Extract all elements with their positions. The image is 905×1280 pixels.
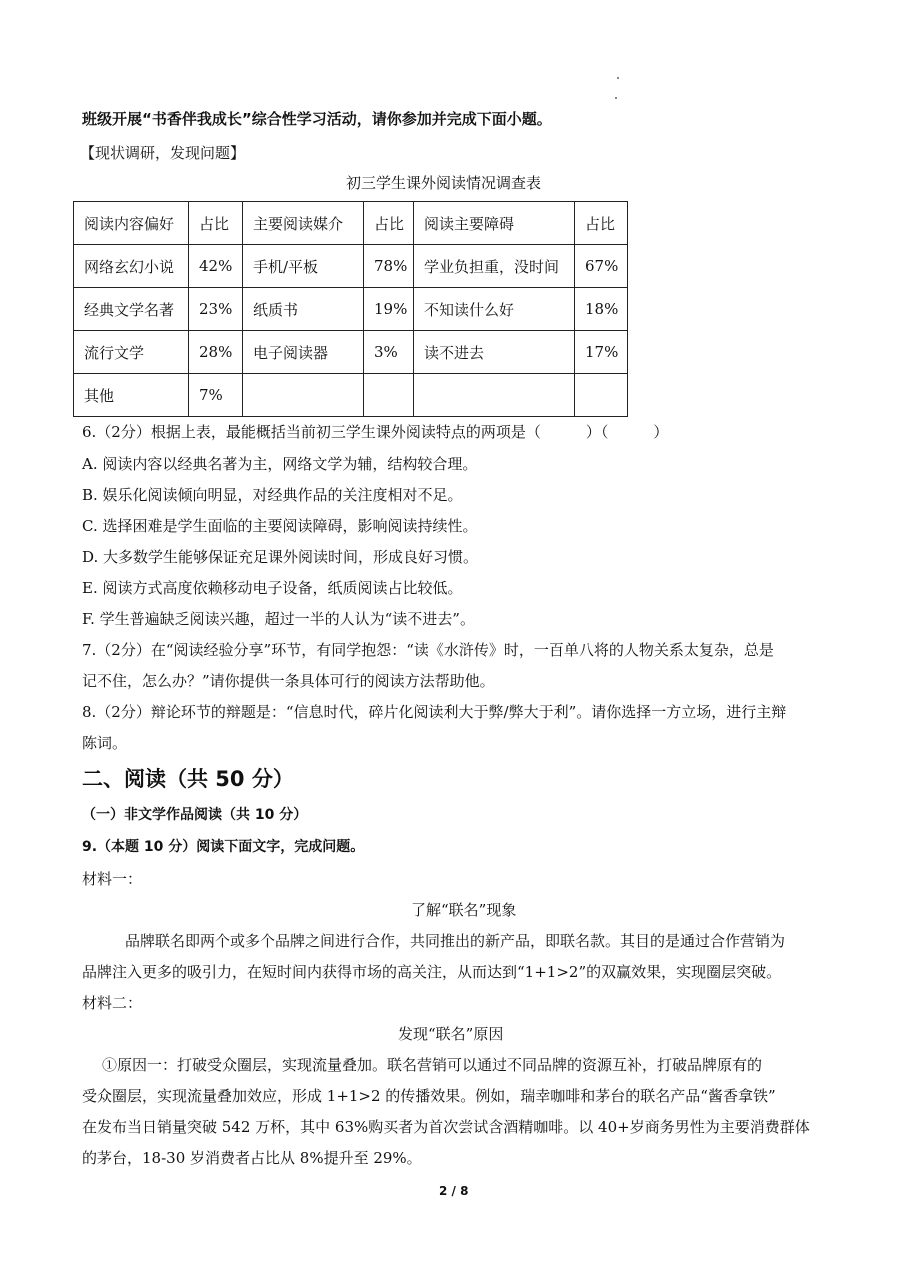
question-6-stem: 6.（2分）根据上表，最能概括当前初三学生课外阅读特点的两项是（ ）（ ） [82, 423, 669, 441]
table-cell: 流行文学 [74, 331, 189, 374]
table-cell: 23% [189, 288, 243, 331]
table-cell [364, 374, 414, 417]
table-row [74, 245, 628, 288]
table-cell: 7% [189, 374, 243, 417]
table-cell: 读不进去 [414, 331, 575, 374]
table-cell: 其他 [74, 374, 189, 417]
question-8-line2: 陈词。 [82, 734, 128, 752]
survey-table [73, 201, 628, 417]
table-title: 初三学生课外阅读情况调查表 [346, 174, 542, 192]
table-cell: 17% [575, 331, 628, 374]
table-header-cell: 占比 [575, 202, 628, 245]
table-cell [575, 374, 628, 417]
question-7-line2: 记不住，怎么办？”请你提供一条具体可行的阅读方法帮助他。 [82, 672, 495, 690]
table-header-cell: 阅读主要障碍 [414, 202, 575, 245]
section-label: 【现状调研，发现问题】 [80, 144, 246, 162]
table-header-cell: 占比 [189, 202, 243, 245]
table-cell [243, 374, 364, 417]
table-cell [414, 374, 575, 417]
table-cell: 18% [575, 288, 628, 331]
table-cell: 手机/平板 [243, 245, 364, 288]
material-1-line1: 品牌联名即两个或多个品牌之间进行合作，共同推出的新产品，即联名款。其目的是通过合作营销为 [125, 932, 786, 950]
question-8-line1: 8.（2分）辩论环节的辩题是：“信息时代，碎片化阅读利大于弊/弊大于利”。请你选择一方立场，进行主辩 [82, 703, 787, 721]
table-row [74, 374, 628, 417]
option-b: B. 娱乐化阅读倾向明显，对经典作品的关注度相对不足。 [82, 486, 463, 504]
question-9-heading: 9.（本题 10 分）阅读下面文字，完成问题。 [82, 839, 365, 855]
intro-text: 班级开展“书香伴我成长”综合性学习活动，请你参加并完成下面小题。 [82, 110, 552, 128]
table-cell: 78% [364, 245, 414, 288]
page-number: 2 / 8 [439, 1184, 469, 1198]
subsection-1-heading: （一）非文学作品阅读（共 10 分） [82, 807, 308, 823]
table-cell: 42% [189, 245, 243, 288]
question-7-line1: 7.（2分）在“阅读经验分享”环节，有同学抱怨：“读《水浒传》时，一百单八将的人物关系太复杂，总是 [82, 641, 774, 659]
table-cell: 19% [364, 288, 414, 331]
table-header-row [74, 202, 628, 245]
table-cell: 67% [575, 245, 628, 288]
material-2-line1: ①原因一：打破受众圈层，实现流量叠加。联名营销可以通过不同品牌的资源互补，打破品牌原有的 [102, 1056, 763, 1074]
material-2-line2: 受众圈层，实现流量叠加效应，形成 1+1>2 的传播效果。例如，瑞幸咖啡和茅台的联名产品“酱香拿铁” [82, 1087, 776, 1105]
option-c: C. 选择困难是学生面临的主要阅读障碍，影响阅读持续性。 [82, 517, 478, 535]
table-header-cell: 阅读内容偏好 [74, 202, 189, 245]
part-2-heading: 二、阅读（共 50 分） [82, 767, 294, 791]
table-row [74, 288, 628, 331]
table-header-cell: 主要阅读媒介 [243, 202, 364, 245]
table-cell: 纸质书 [243, 288, 364, 331]
table-row [74, 331, 628, 374]
material-2-label: 材料二： [82, 994, 143, 1012]
option-d: D. 大多数学生能够保证充足课外阅读时间，形成良好习惯。 [82, 548, 479, 566]
table-cell: 不知读什么好 [414, 288, 575, 331]
table-cell: 3% [364, 331, 414, 374]
table-cell: 经典文学名著 [74, 288, 189, 331]
table-cell: 网络玄幻小说 [74, 245, 189, 288]
option-a: A. 阅读内容以经典名著为主，网络文学为辅，结构较合理。 [82, 455, 478, 473]
option-e: E. 阅读方式高度依赖移动电子设备，纸质阅读占比较低。 [82, 579, 463, 597]
material-1-title: 了解“联名”现象 [411, 901, 517, 919]
scan-speck [615, 97, 617, 99]
material-2-title: 发现“联名”原因 [398, 1025, 504, 1043]
material-2-line4: 的茅台，18-30 岁消费者占比从 8%提升至 29%。 [82, 1149, 422, 1167]
material-2-line3: 在发布当日销量突破 542 万杯，其中 63%购买者为首次尝试含酒精咖啡。以 40+岁商务男性为主要消费群体 [82, 1118, 810, 1136]
material-1-label: 材料一： [82, 870, 143, 888]
table-cell: 28% [189, 331, 243, 374]
table-cell: 电子阅读器 [243, 331, 364, 374]
material-1-line2: 品牌注入更多的吸引力，在短时间内获得市场的高关注，从而达到“1+1>2”的双赢效果，实现圈层突破。 [82, 963, 782, 981]
table-cell: 学业负担重，没时间 [414, 245, 575, 288]
table-header-cell: 占比 [364, 202, 414, 245]
option-f: F. 学生普遍缺乏阅读兴趣，超过一半的人认为“读不进去”。 [82, 610, 475, 628]
scan-speck [617, 77, 619, 79]
